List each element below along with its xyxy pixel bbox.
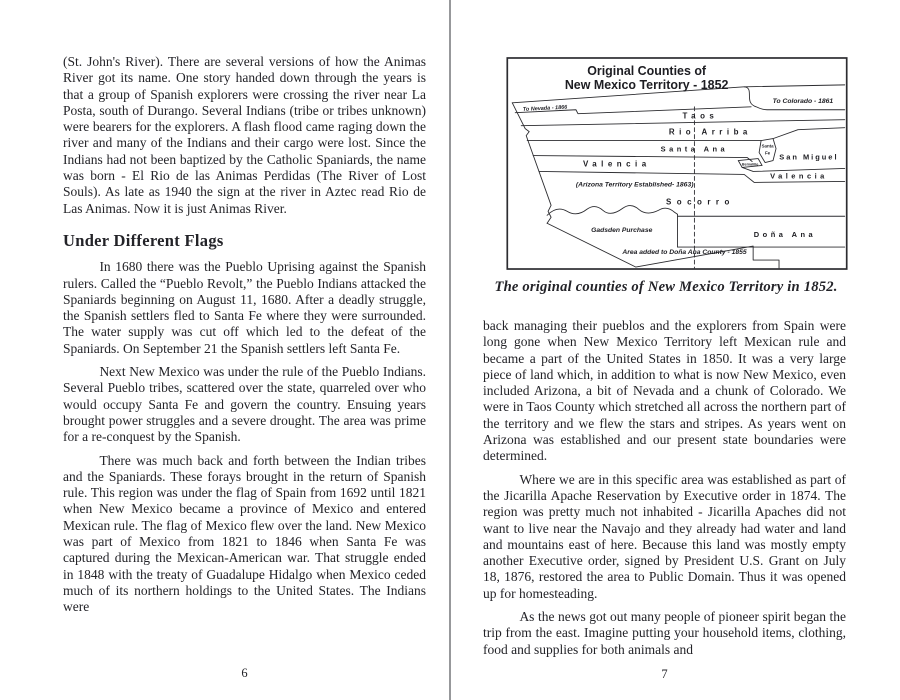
map-title-line-1: Original Counties of <box>587 63 707 78</box>
map-label-arizona-note: (Arizona Territory Established- 1863) <box>575 181 694 189</box>
map-label-area-added: Area added to Doña Ana County - 1855 <box>622 249 747 257</box>
right-page-text <box>483 318 846 665</box>
page-number-right: 7 <box>661 667 668 681</box>
map-label-dona-ana: Doña Ana <box>753 230 817 240</box>
pueblo-rule-paragraph: Next New Mexico was under the rule of the Pueblo Indians. Several Pueblo tribes, scattered over the state, quarreled over who would occupy Santa Fe and govern the country. Ensuing years brought power struggles and a severe drought. The area was prime for a re-conquest by the Spanish. <box>63 364 426 445</box>
figure-caption: The original counties of New Mexico Territory in 1852. <box>494 279 838 295</box>
left-page-text <box>63 54 426 623</box>
map-label-santa-ana: Santa Ana <box>660 144 729 154</box>
map-label-bernalillo: Bernalillo <box>742 162 759 167</box>
jicarilla-reservation-paragraph: Where we are in this specific area was established as part of the Jicarilla Apache Reservation by Executive order in 1874. The region was pretty much not inhabited - Jicarilla Apaches did not want to live near the Navajo and they already had water and land and mountains east of here. Because this land was mostly empty another Executive order, signed by President U.S. Grant on July 18, 1876, restored the area to Public Domain. Thus it was opened up for homesteading. <box>483 471 846 601</box>
map-label-rio-arriba: Rio Arriba <box>668 127 752 137</box>
map-label-gadsden: Gadsden Purchase <box>591 227 653 235</box>
section-heading: Under Different Flags <box>63 230 224 250</box>
map-label-santa-fe-line-2: Fe <box>765 150 771 156</box>
map-label-socorro: Socorro <box>665 197 735 207</box>
map-label-taos: Taos <box>682 111 719 121</box>
map-figure-svg <box>505 56 849 271</box>
map-label-santa-fe-line-1: Santa <box>761 143 774 149</box>
map-label-to-colorado: To Colorado - 1861 <box>772 97 834 105</box>
map-label-valencia-east: Valencia <box>770 171 828 181</box>
animas-river-paragraph: (St. John's River). There are several versions of how the Animas River got its name. One story handed down through the years is that a group of Spanish explorers were crossing the river near La Posta, south of Durango. Several Indians (tribe or tribes unknown) were bearers for the explorers. A flash flood came raging down the river and many of the Indians and their cargo were lost. Since the Indians had not been baptized by the Catholic Spaniards, the name was born - El Rio de las Animas Perdidas (The River of Lost Souls). As late as 1940 the sign at the river in Aztec read Rio de Las Animas. Now it is just Animas River. <box>63 54 426 216</box>
new-mexico-territory-map <box>505 56 849 272</box>
pueblo-revolt-paragraph: In 1680 there was the Pueblo Uprising against the Spanish rulers. Called the “Pueblo Revolt,” the Pueblo Indians attacked the Spaniards beginning on August 11, 1680. After a deadly struggle, the Spanish settlers fled to Santa Fe where they were surrounded. The water supply was cut off which led to the defeat of the Spaniards. On September 21 the Spanish settlers left Santa Fe. <box>63 259 426 356</box>
map-label-san-miguel: San Miguel <box>779 152 839 162</box>
pioneer-spirit-paragraph: As the news got out many people of pioneer spirit began the trip from the east. Imagine putting your household items, clothing, food and supplies for both animals and <box>483 609 846 657</box>
page-number-left: 6 <box>241 666 248 680</box>
map-label-to-nevada: To Nevada - 1866 <box>522 104 568 113</box>
spine-divider <box>449 0 451 700</box>
map-label-valencia-west: Valencia <box>582 159 651 169</box>
spanish-mexican-rule-paragraph: There was much back and forth between the Indian tribes and the Spaniards. These forays brought in the return of Spanish rule. This region was under the flag of Spain from 1692 until 1821 when New Mexico became a province of Mexico and entered Mexican rule. The flag of Mexico flew over the land. New Mexico was part of Mexico from 1821 to 1846 when Santa Fe was captured during the Mexican-American war. That struggle ended in 1848 with the treaty of Guadalupe Hidalgo when Mexico ceded much of its northern holdings to the United States. The Indians were <box>63 452 426 615</box>
map-title-line-2: New Mexico Territory - 1852 <box>564 77 729 92</box>
territory-statehood-paragraph: back managing their pueblos and the explorers from Spain were long gone when New Mexico Territory left Mexican rule and became a part of the United States in 1850. It was a very large piece of land which, in addition to what is now New Mexico, even included Arizona, a bit of Nevada and a chunk of Colorado. We were in Taos County which stretched all across the northern part of the territory and we flew the stars and stripes. As years went on Arizona was established and our present state boundaries were determined. <box>483 318 846 464</box>
